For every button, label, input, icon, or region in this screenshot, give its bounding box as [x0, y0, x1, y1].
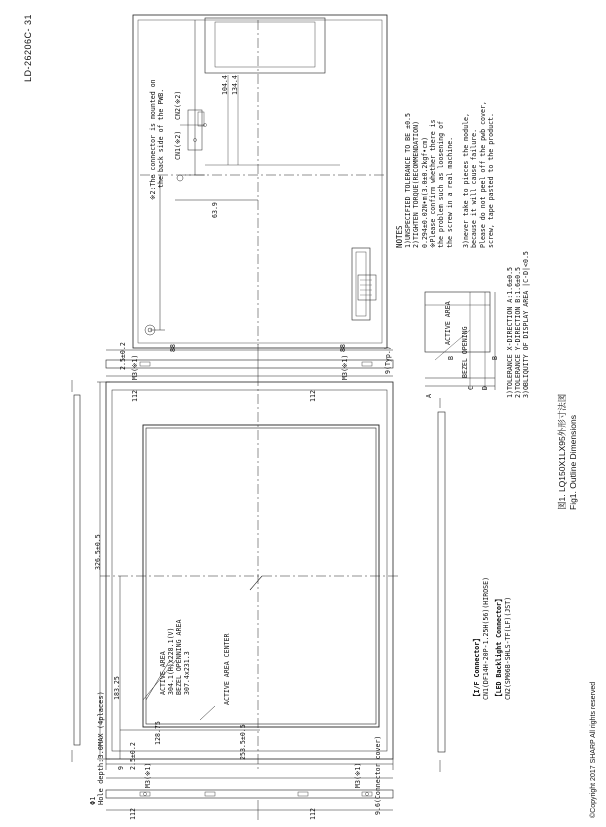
active-area-center-label: ACTIVE AREA CENTER: [223, 633, 231, 705]
if-connector: [352, 248, 370, 320]
bezel-opening-dim: 307.4x231.3: [183, 651, 191, 695]
label-a: A: [425, 394, 433, 398]
notes-line: the problem such as loosening of: [437, 120, 446, 248]
dim-88-a: 88: [169, 344, 177, 352]
dim-25-top: 2.5±0.2: [119, 342, 127, 370]
notes-heading: NOTES: [395, 225, 404, 248]
cn2-note-2: the back side of the PWB.: [157, 88, 165, 188]
notes-line: Please do not peel off the pwb cover,: [478, 101, 487, 248]
led-connector-title: 【LED Backlight Connector】: [495, 595, 503, 700]
notes-line: 1)UNSPECIFIED TOLERANCE TO BE ±0.5: [404, 113, 412, 248]
dim-9: 9: [117, 766, 125, 770]
notes-line: 3)never take to pieces the module,: [462, 113, 471, 248]
cn2-note-1: ※2:The connector is mounted on: [149, 79, 157, 200]
dim-25-bottom: 2.5±0.2: [129, 742, 137, 770]
hole-note-symbol: Φ1: [89, 796, 97, 805]
dim-112-a: 112: [129, 808, 137, 820]
cn1-label: CN1(※2): [174, 130, 182, 160]
notes-line: screw, tape pasted to the product.: [487, 113, 495, 248]
hole-depth-note: Hole depth:3.0MAX (4places): [97, 691, 105, 805]
dim-88-b: 88: [339, 344, 347, 352]
led-connector-part: CN2(SM06B-SHLS-TF(LF)(JST): [504, 596, 512, 700]
pwb-cover: [205, 18, 325, 73]
detail-active-area-label: ACTIVE AREA: [444, 301, 452, 345]
document-id: LD-26206C- 31: [23, 13, 33, 82]
detail-bezel-label: BEZEL OPENING: [461, 326, 469, 378]
tolerance-line: 1)TOLERANCE X-DIRECTION A:1.6±0.5: [506, 266, 514, 398]
tolerance-line: 2)TOLERANCE Y-DIRECTION B:1.6±0.5: [514, 266, 522, 398]
notes-line: 2)TIGHTEN TORQUE(RECOMMENDATION): [412, 120, 421, 248]
if-connector-part: CN1(DF14H-20P-1.25H(56)(HIROSE): [482, 576, 490, 700]
notes-line: because it will cause failure.: [470, 128, 479, 248]
notes-line: ※Please confirm whether there is: [428, 119, 437, 248]
notes-line: the screw in a real machine.: [445, 136, 454, 248]
label-d: D: [481, 386, 489, 390]
connector-cover-dim: 9.6(Connector cover): [374, 735, 382, 815]
label-b2: B: [491, 356, 499, 360]
dim-134: 134.4: [231, 75, 239, 95]
dim-112-c: 112: [131, 390, 139, 402]
label-c: C: [467, 386, 475, 390]
tolerance-line: 3)OBLIQUITY OF DISPLAY AREA |C-D|<0.5: [522, 251, 530, 398]
dim-112-d: 112: [309, 390, 317, 402]
notes-line: 0.294±0.02N•m(3.0±0.2kgf•cm): [420, 136, 429, 248]
dim-183: 183.25: [113, 676, 121, 700]
dim-104: 104.4: [221, 75, 229, 95]
caption-en: Fig1. Outline Dimensions: [568, 415, 578, 510]
m3-label-b: M3(※1): [354, 762, 362, 788]
m3-label-c: M3(※1): [131, 354, 139, 380]
bezel-opening-label: BEZEL OPENNING AREA: [175, 619, 183, 695]
active-area-label: ACTIVE AREA: [159, 651, 167, 695]
panel-outline: [106, 382, 393, 759]
rear-view-outline: [133, 15, 387, 348]
dim-112-b: 112: [309, 808, 317, 820]
caption-jp: 図1. LQ150X1LX95外形寸法図: [557, 393, 567, 510]
dim-63: 63.9: [211, 202, 219, 218]
active-area-dim: 304.1(H)x228.1(V): [167, 627, 175, 695]
m3-label-a: M3(※1): [144, 762, 152, 788]
dim-253: 253.5±0.5: [239, 724, 247, 760]
typ-label: 9(Typ.): [384, 346, 392, 374]
cn2-label: CN2(※2): [174, 90, 182, 120]
dim-128: 128.75: [154, 721, 162, 745]
label-b: B: [447, 356, 455, 360]
if-connector-title: 【I/F Connector】: [473, 635, 481, 700]
m3-label-d: M3(※1): [341, 354, 349, 380]
dim-326: 326.5±0.5: [94, 534, 102, 570]
copyright: ©Copyright 2017 SHARP All rights reserved: [590, 681, 597, 818]
